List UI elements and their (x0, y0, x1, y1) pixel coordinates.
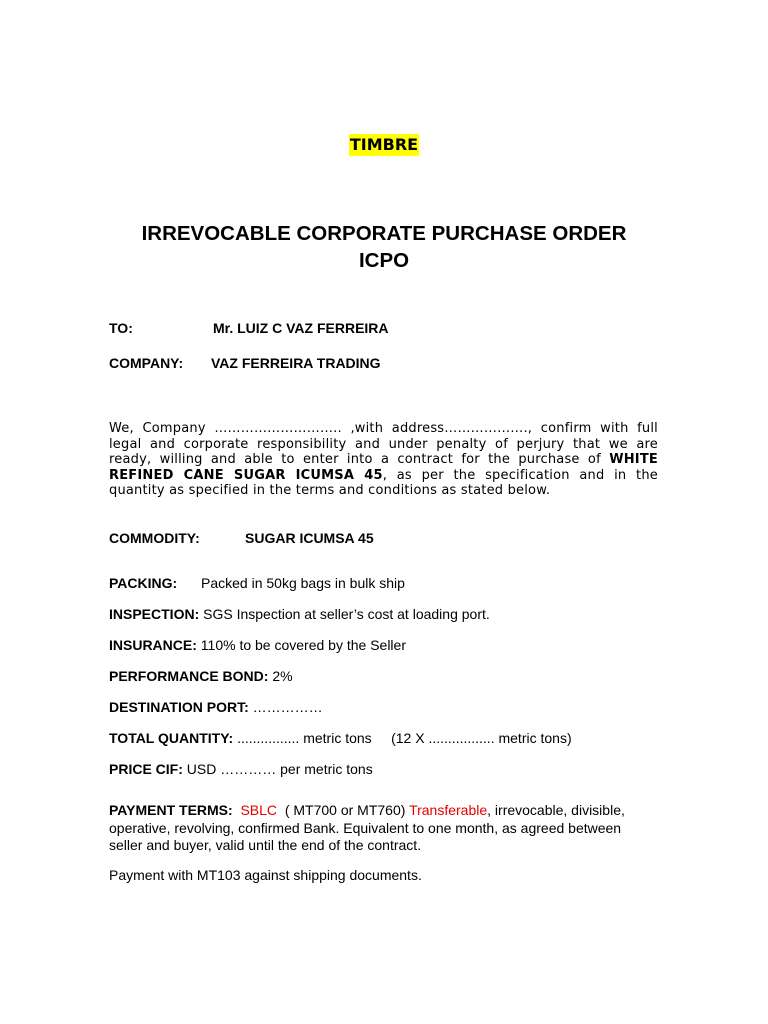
destination-port-row (109, 698, 323, 716)
total-quantity-label: TOTAL QUANTITY: (109, 730, 234, 746)
to-row (109, 319, 389, 337)
intro-paragraph (109, 421, 658, 499)
company-label: COMPANY: (109, 355, 184, 371)
transferable-term: Transferable (409, 802, 488, 818)
destination-port-label: DESTINATION PORT: (109, 699, 249, 715)
destination-port-value: …………… (252, 699, 323, 715)
intro-text-1: We, Company ……………………….. ,with address………………., confirm with full legal and corporate responsibility and under penalty of perjury that we are ready, willing and able to enter into a contract for the purchase of (109, 421, 658, 468)
inspection-label: INSPECTION: (109, 606, 200, 622)
commodity-value: SUGAR ICUMSA 45 (245, 530, 374, 546)
commodity-label: COMMODITY: (109, 530, 200, 546)
commodity-row (109, 529, 374, 547)
document-title (0, 220, 768, 274)
title-line-1: IRREVOCABLE CORPORATE PURCHASE ORDER (141, 222, 627, 245)
packing-label: PACKING: (109, 575, 178, 591)
inspection-row (109, 605, 490, 623)
packing-value: Packed in 50kg bags in bulk ship (201, 575, 405, 591)
product-name: WHITE REFINED CANE SUGAR ICUMSA 45 (109, 452, 658, 483)
to-label: TO: (109, 320, 133, 336)
to-value: Mr. LUIZ C VAZ FERREIRA (213, 320, 389, 336)
payment-terms-text: , irrevocable, divisible, operative, revolving, confirmed Bank. Equivalent to one month, as agreed between seller and buyer, valid until the end of the contract. (109, 802, 625, 853)
price-cif-label: PRICE CIF: (109, 761, 183, 777)
price-cif-value: USD ………… per metric tons (186, 761, 373, 777)
intro-text-2: , as per the specification and in the quantity as specified in the terms and conditions as stated below. (109, 467, 658, 499)
inspection-value: SGS Inspection at seller’s cost at loading port. (203, 606, 490, 622)
insurance-label: INSURANCE: (109, 637, 197, 653)
insurance-value: 110% to be covered by the Seller (200, 637, 406, 653)
price-cif-row (109, 760, 373, 778)
performance-bond-label: PERFORMANCE BOND: (109, 668, 269, 684)
company-row (109, 354, 381, 372)
stamp-label: TIMBRE (349, 135, 419, 154)
payment-terms-paragraph (109, 802, 649, 855)
company-value: VAZ FERREIRA TRADING (211, 355, 381, 371)
mt-term: ( MT700 or MT760) (284, 802, 406, 818)
insurance-row (109, 636, 406, 654)
payment-terms-label: PAYMENT TERMS: (109, 802, 233, 818)
total-quantity-row (109, 729, 572, 747)
sblc-term: SBLC (240, 802, 278, 818)
performance-bond-row (109, 667, 293, 685)
stamp-area (0, 134, 768, 156)
performance-bond-value: 2% (272, 668, 293, 684)
total-quantity-value: ................ metric tons (12 X ................. metric tons) (237, 730, 572, 746)
payment-note: Payment with MT103 against shipping documents. (109, 867, 422, 883)
packing-row (109, 574, 405, 592)
title-line-2: ICPO (358, 249, 410, 272)
